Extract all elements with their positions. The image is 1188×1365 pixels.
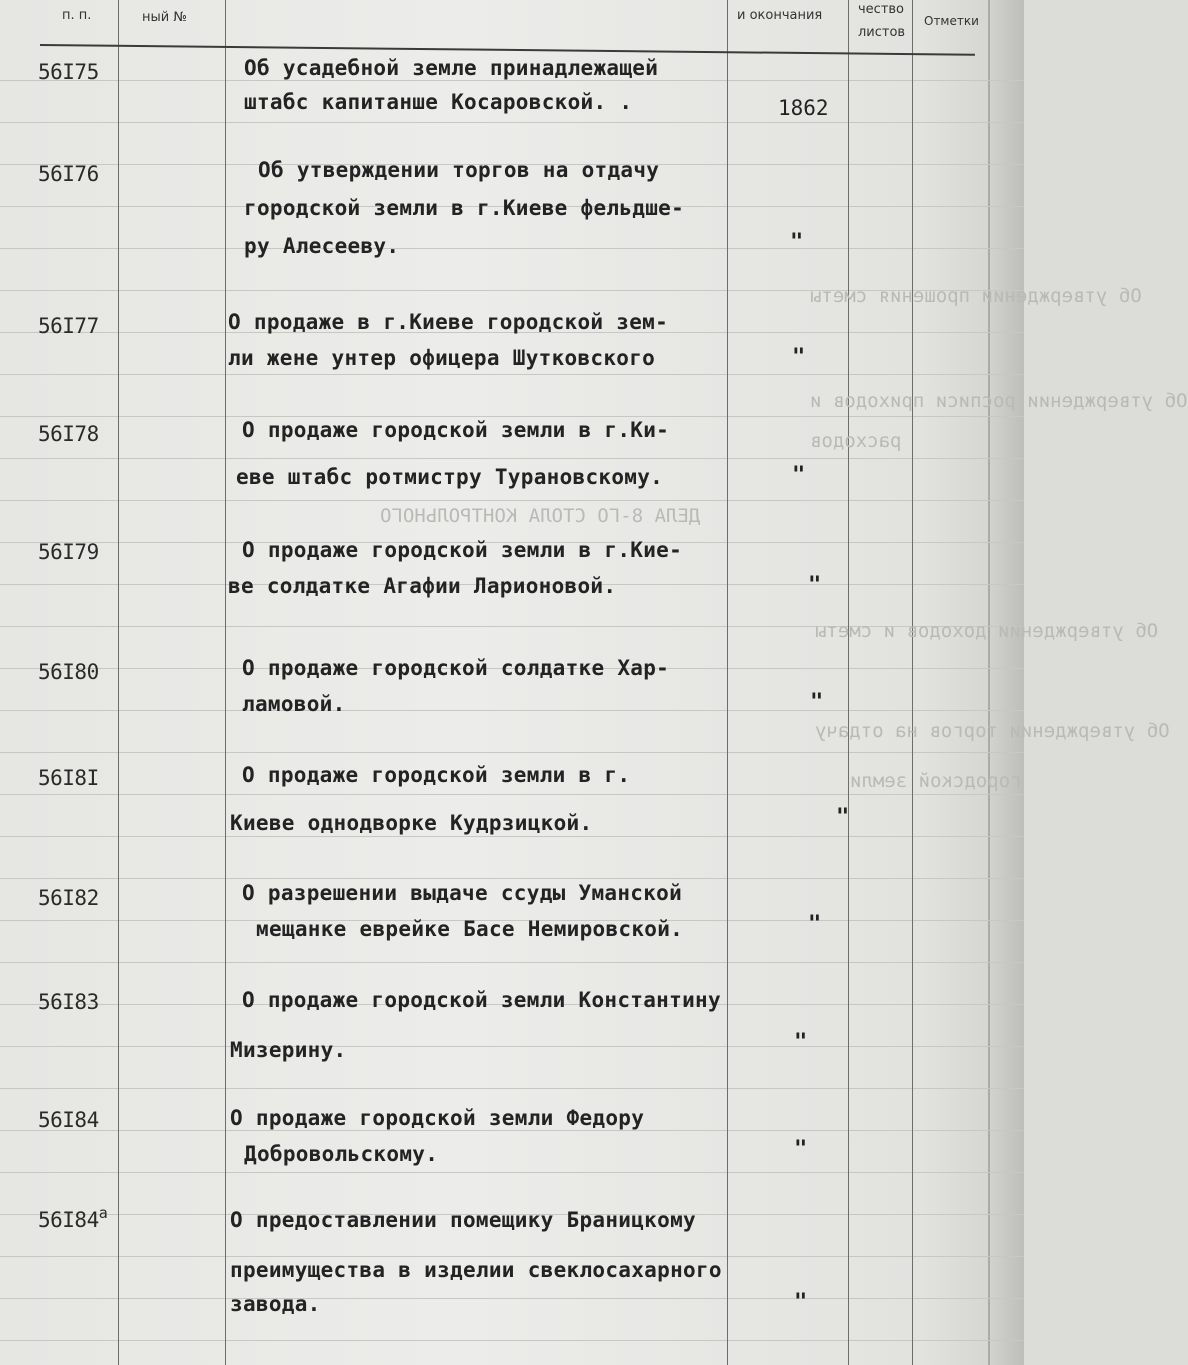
- ruled-line: [0, 836, 1024, 837]
- column-divider: [118, 0, 119, 1365]
- record-year: 1862: [778, 96, 829, 120]
- ditto-mark: ": [808, 573, 822, 598]
- record-title-line: преимущества в изделии свеклосахарного: [230, 1258, 722, 1282]
- ditto-mark: ": [792, 463, 806, 488]
- record-number-suffix: а: [98, 1204, 108, 1222]
- record-title-line: еве штабс ротмистру Турановскому.: [236, 465, 664, 489]
- ruled-line: [0, 1130, 1024, 1131]
- record-title-line: ли жене унтер офицера Шутковского: [228, 346, 656, 370]
- ruled-line: [0, 710, 1024, 711]
- record-title-line: О продаже городской земли в г.Ки-: [242, 418, 670, 442]
- bleed-through-text: ДЕЛА 8-ГО СТОЛА КОНТРОЛЬНОГО: [380, 505, 701, 527]
- record-number: 56I77: [38, 314, 99, 338]
- ruled-line: [0, 500, 1024, 501]
- record-title-line: О продаже городской земли Константину: [242, 988, 721, 1012]
- ruled-line: [0, 1088, 1024, 1089]
- bleed-through-text: Об утверждении прошения сметы: [810, 285, 1142, 307]
- ruled-line: [0, 1340, 1024, 1341]
- ruled-line: [0, 374, 1024, 375]
- record-title-line: О продаже городской земли в г.Кие-: [242, 538, 683, 562]
- column-divider: [912, 0, 913, 1365]
- ditto-mark: ": [792, 345, 806, 370]
- header-notes: Отметки: [924, 14, 979, 28]
- page-edge: [988, 0, 1024, 1365]
- record-title-line: штабс капитанше Косаровской. .: [244, 90, 633, 114]
- record-number: 56I82: [38, 886, 99, 910]
- ditto-mark: ": [794, 1137, 808, 1162]
- record-number: 56I8I: [38, 766, 99, 790]
- record-number: 56I83: [38, 990, 99, 1014]
- ruled-line: [0, 1298, 1024, 1299]
- ruled-line: [0, 1046, 1024, 1047]
- record-title-line: Добровольскому.: [244, 1142, 439, 1166]
- header-end-date: и окончания: [737, 8, 823, 23]
- ruled-line: [0, 794, 1024, 795]
- record-title-line: Мизерину.: [230, 1038, 347, 1062]
- record-title-line: Киеве однодворке Кудрзицкой.: [230, 811, 593, 835]
- ditto-mark: ": [836, 805, 850, 830]
- record-title-line: ве солдатке Агафии Ларионовой.: [228, 574, 617, 598]
- record-title-line: ламовой.: [242, 692, 346, 716]
- record-title-line: О разрешении выдаче ссуды Уманской: [242, 881, 683, 905]
- record-title-line: О продаже в г.Киеве городской зем-: [228, 310, 669, 334]
- header-rule: [40, 44, 975, 56]
- ruled-line: [0, 248, 1024, 249]
- ruled-line: [0, 1256, 1024, 1257]
- column-divider: [848, 0, 849, 1365]
- ruled-line: [0, 962, 1024, 963]
- record-title-line: ру Алесееву.: [244, 234, 400, 258]
- ditto-mark: ": [808, 912, 822, 937]
- record-number: 56I78: [38, 422, 99, 446]
- ruled-line: [0, 1172, 1024, 1173]
- header-number: ный №: [142, 10, 187, 25]
- record-title-line: О продаже городской земли в г.: [242, 763, 631, 787]
- bleed-through-text: Об утверждении доходов и сметы: [815, 620, 1159, 642]
- record-title-line: городской земли в г.Киеве фельдше-: [244, 196, 685, 220]
- ditto-mark: ": [790, 230, 804, 255]
- header-sheets-1: чество: [858, 2, 905, 17]
- ruled-line: [0, 416, 1024, 417]
- record-number: $56I84^а$: [38, 1204, 108, 1232]
- column-divider: [727, 0, 728, 1365]
- record-number: 56I80: [38, 660, 99, 684]
- bleed-through-text: расходов: [810, 430, 902, 452]
- column-divider: [225, 0, 226, 1365]
- record-number: 56I75: [38, 60, 99, 84]
- record-title-line: Об утверждении торгов на отдачу: [258, 158, 660, 182]
- ruled-line: [0, 80, 1024, 81]
- record-title-line: О продаже городской солдатке Хар-: [242, 656, 670, 680]
- record-title-line: завода.: [230, 1292, 321, 1316]
- ditto-mark: ": [794, 1290, 808, 1315]
- bleed-through-text: Об утверждении росписи приходов и: [810, 390, 1188, 412]
- record-number: 56I76: [38, 162, 99, 186]
- record-title-line: Об усадебной земле принадлежащей: [244, 56, 659, 80]
- ruled-line: [0, 122, 1024, 123]
- ruled-line: [0, 458, 1024, 459]
- record-number: 56I79: [38, 540, 99, 564]
- header-sheets-2: листов: [858, 25, 906, 40]
- record-title-line: О предоставлении помещику Браницкому: [230, 1208, 696, 1232]
- record-title-line: мещанке еврейке Басе Немировской.: [256, 917, 684, 941]
- record-title-line: О продаже городской земли Федору: [230, 1106, 645, 1130]
- ruled-line: [0, 878, 1024, 879]
- ditto-mark: ": [794, 1030, 808, 1055]
- bleed-through-text: Об утверждении торгов на отдачу: [815, 720, 1170, 742]
- ruled-line: [0, 752, 1024, 753]
- record-number: 56I84: [38, 1108, 99, 1132]
- header-index: п. п.: [62, 8, 92, 23]
- ditto-mark: ": [810, 690, 824, 715]
- bleed-through-text: городской земли: [850, 770, 1022, 792]
